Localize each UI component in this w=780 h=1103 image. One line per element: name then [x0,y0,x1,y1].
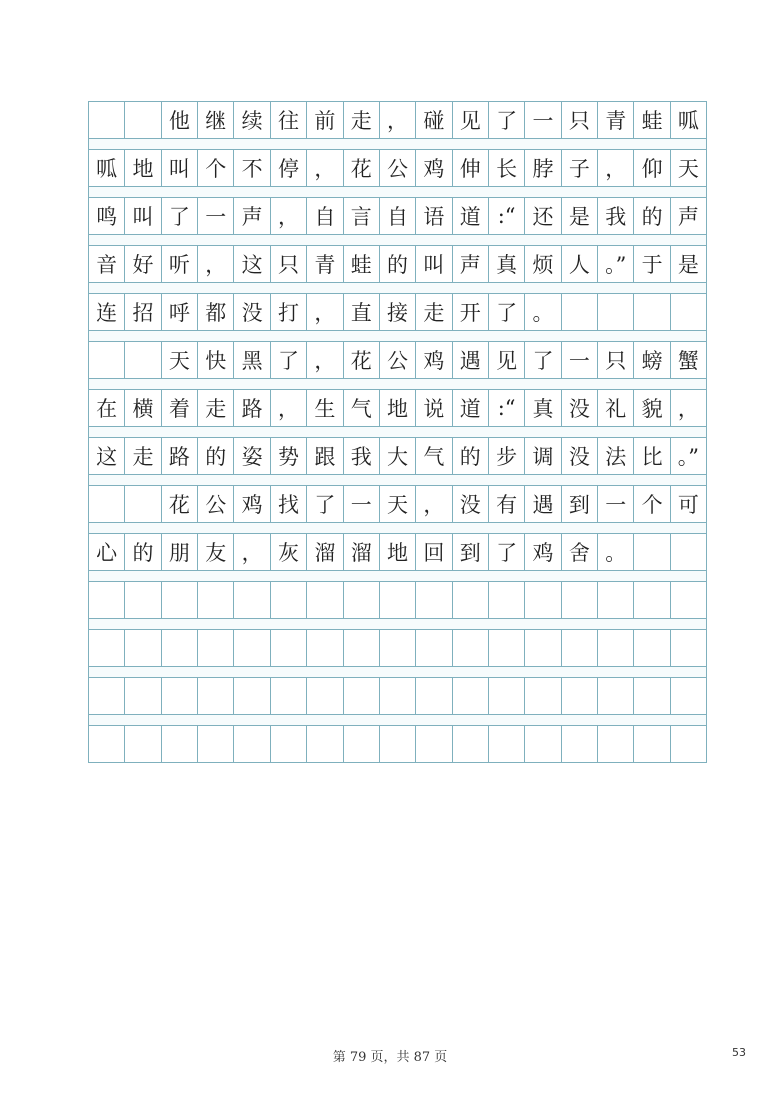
row-spacer [88,331,707,341]
grid-cell: 个 [633,486,669,522]
grid-cell [343,678,379,714]
grid-cell: 叫 [415,246,451,282]
grid-cell: 子 [561,150,597,186]
grid-cell: 不 [233,150,269,186]
grid-cell [161,630,197,666]
grid-cell: 没 [561,390,597,426]
grid-cell: 声 [670,198,706,234]
grid-cell [633,678,669,714]
grid-cell: ， [306,150,342,186]
grid-cell [524,678,560,714]
grid-cell [561,726,597,762]
grid-cell: 脖 [524,150,560,186]
grid-cell [89,342,124,378]
grid-cell [452,678,488,714]
grid-cell: 有 [488,486,524,522]
grid-cell [161,726,197,762]
grid-cell: 一 [197,198,233,234]
grid-cell [270,582,306,618]
grid-cell: 公 [379,150,415,186]
grid-cell: :“ [488,390,524,426]
grid-cell [270,678,306,714]
grid-cell: 他 [161,102,197,138]
grid-cell: 呼 [161,294,197,330]
grid-cell: 生 [306,390,342,426]
grid-cell: ， [379,102,415,138]
grid-row [88,485,707,523]
grid-cell [124,726,160,762]
grid-cell: 天 [161,342,197,378]
grid-cell: 天 [670,150,706,186]
grid-row [88,197,707,235]
grid-cell: 路 [233,390,269,426]
grid-cell [670,294,706,330]
grid-cell: 呱 [670,102,706,138]
grid-cell: 心 [96,541,118,565]
grid-cell: 大 [379,438,415,474]
grid-cell [452,726,488,762]
grid-cell: 碰 [415,102,451,138]
grid-cell: 调 [524,438,560,474]
grid-row [88,101,707,139]
grid-cell [89,726,124,762]
grid-cell: 一 [524,102,560,138]
grid-cell: 没 [561,438,597,474]
grid-cell [561,678,597,714]
grid-cell [233,630,269,666]
grid-cell [452,582,488,618]
grid-cell [306,726,342,762]
grid-cell: 气 [415,438,451,474]
grid-cell: 叫 [161,150,197,186]
grid-cell: ， [306,294,342,330]
grid-cell: 伸 [452,150,488,186]
grid-cell: 遇 [452,342,488,378]
grid-cell: 了 [488,294,524,330]
grid-cell: 灰 [270,534,306,570]
grid-cell [379,582,415,618]
grid-cell: 还 [524,198,560,234]
grid-cell: 打 [270,294,306,330]
grid-cell: ， [197,246,233,282]
grid-cell: 天 [379,486,415,522]
grid-cell [270,630,306,666]
grid-cell [233,582,269,618]
grid-row [88,437,707,475]
grid-cell: 仰 [633,150,669,186]
grid-cell: 音 [96,253,118,277]
grid-cell: 貌 [633,390,669,426]
grid-cell [670,726,706,762]
grid-cell: 花 [343,150,379,186]
grid-cell [670,630,706,666]
row-spacer [88,235,707,245]
grid-cell: 继 [197,102,233,138]
grid-cell [343,582,379,618]
grid-cell [488,678,524,714]
grid-cell: 蛙 [343,246,379,282]
grid-cell [379,726,415,762]
grid-cell [197,678,233,714]
grid-cell: 呱 [96,157,118,181]
grid-cell: 言 [343,198,379,234]
grid-cell: 走 [415,294,451,330]
grid-cell: 花 [161,486,197,522]
grid-cell: 自 [306,198,342,234]
grid-cell: 鸡 [233,486,269,522]
grid-cell: 。” [597,246,633,282]
grid-cell: 黑 [233,342,269,378]
grid-cell [306,582,342,618]
grid-cell: 往 [270,102,306,138]
grid-cell [233,726,269,762]
grid-cell: 遇 [524,486,560,522]
grid-cell: 到 [561,486,597,522]
grid-row [88,293,707,331]
grid-cell: 公 [197,486,233,522]
grid-cell: 是 [561,198,597,234]
grid-cell [597,582,633,618]
grid-row [88,581,707,619]
grid-cell: 语 [415,198,451,234]
grid-cell: 续 [233,102,269,138]
grid-cell: 地 [124,150,160,186]
grid-cell: 了 [306,486,342,522]
grid-cell: 公 [379,342,415,378]
grid-row [88,389,707,427]
row-spacer [88,667,707,677]
row-spacer [88,283,707,293]
grid-cell: 我 [343,438,379,474]
grid-cell [633,582,669,618]
grid-cell: 可 [670,486,706,522]
page-number: 53 [732,1046,746,1059]
grid-cell: 走 [197,390,233,426]
grid-cell: 比 [633,438,669,474]
grid-cell: 鸣 [96,205,118,229]
grid-cell: ， [415,486,451,522]
grid-cell: 声 [452,246,488,282]
grid-cell: 声 [233,198,269,234]
grid-cell [161,678,197,714]
grid-cell [197,582,233,618]
grid-row [88,629,707,667]
grid-cell: 溜 [343,534,379,570]
row-spacer [88,379,707,389]
grid-cell: 只 [597,342,633,378]
grid-cell [379,678,415,714]
grid-cell [633,534,669,570]
grid-cell: 礼 [597,390,633,426]
grid-cell: 烦 [524,246,560,282]
grid-cell: 青 [306,246,342,282]
grid-cell: 真 [524,390,560,426]
grid-cell: 这 [233,246,269,282]
row-spacer [88,571,707,581]
grid-cell [633,726,669,762]
grid-cell [633,294,669,330]
row-spacer [88,187,707,197]
grid-cell: 的 [452,438,488,474]
grid-cell: 的 [197,438,233,474]
grid-cell: 鸡 [524,534,560,570]
grid-cell: 舍 [561,534,597,570]
grid-cell [561,294,597,330]
grid-cell [415,630,451,666]
grid-cell: 是 [670,246,706,282]
grid-cell: 我 [597,198,633,234]
grid-cell [524,726,560,762]
grid-cell: 道 [452,390,488,426]
grid-row [88,149,707,187]
grid-cell [597,630,633,666]
grid-row [88,725,707,763]
grid-cell: 气 [343,390,379,426]
grid-cell [561,630,597,666]
grid-cell [633,630,669,666]
row-spacer [88,427,707,437]
row-spacer [88,475,707,485]
grid-cell: 一 [343,486,379,522]
grid-cell: 回 [415,534,451,570]
grid-cell: 地 [379,390,415,426]
grid-cell: ， [233,534,269,570]
grid-cell [561,582,597,618]
grid-cell [379,630,415,666]
grid-cell: 走 [124,438,160,474]
grid-cell [124,342,160,378]
grid-cell [89,102,124,138]
grid-cell: 跟 [306,438,342,474]
grid-cell: ， [670,390,706,426]
grid-cell: 了 [270,342,306,378]
grid-cell: 没 [452,486,488,522]
grid-cell: 这 [96,445,118,469]
grid-cell [89,582,124,618]
grid-cell [197,726,233,762]
grid-cell: 个 [197,150,233,186]
grid-cell [270,726,306,762]
grid-cell: 地 [379,534,415,570]
grid-cell: 自 [379,198,415,234]
grid-cell: 姿 [233,438,269,474]
grid-cell [597,678,633,714]
grid-cell: 走 [343,102,379,138]
grid-cell [124,630,160,666]
grid-cell [89,678,124,714]
grid-cell: 招 [124,294,160,330]
grid-cell: ， [597,150,633,186]
grid-cell: 没 [233,294,269,330]
grid-cell [343,726,379,762]
grid-cell: 法 [597,438,633,474]
grid-cell: 路 [161,438,197,474]
grid-cell: 接 [379,294,415,330]
grid-cell [197,630,233,666]
grid-cell: 见 [452,102,488,138]
grid-cell [597,726,633,762]
grid-cell: 于 [633,246,669,282]
grid-cell: 真 [488,246,524,282]
grid-cell: 见 [488,342,524,378]
grid-cell [124,102,160,138]
grid-cell [89,630,124,666]
row-spacer [88,715,707,725]
grid-cell: 叫 [124,198,160,234]
grid-cell: ， [270,198,306,234]
grid-cell [415,726,451,762]
grid-cell: 花 [343,342,379,378]
grid-cell [524,630,560,666]
grid-cell [670,582,706,618]
grid-cell [452,630,488,666]
grid-cell: 横 [124,390,160,426]
grid-cell: 开 [452,294,488,330]
grid-cell: 快 [197,342,233,378]
grid-cell: 连 [96,301,118,325]
grid-cell [343,630,379,666]
grid-cell [415,582,451,618]
grid-cell: 着 [161,390,197,426]
grid-cell: 都 [197,294,233,330]
grid-row [88,677,707,715]
row-spacer [88,139,707,149]
grid-cell: 螃 [633,342,669,378]
grid-cell: 的 [124,534,160,570]
grid-cell: 到 [452,534,488,570]
grid-cell [124,678,160,714]
grid-cell [124,582,160,618]
grid-cell: 的 [379,246,415,282]
grid-cell: 停 [270,150,306,186]
grid-cell: 说 [415,390,451,426]
grid-cell: 友 [197,534,233,570]
grid-cell [524,582,560,618]
grid-cell [306,678,342,714]
grid-cell [89,486,124,522]
grid-cell [488,582,524,618]
grid-cell [306,630,342,666]
grid-cell [488,726,524,762]
grid-cell: 听 [161,246,197,282]
grid-cell: 道 [452,198,488,234]
grid-cell: 直 [343,294,379,330]
grid-cell: 蛙 [633,102,669,138]
grid-cell: 找 [270,486,306,522]
grid-cell: 鸡 [415,150,451,186]
grid-cell: 步 [488,438,524,474]
grid-cell [670,534,706,570]
grid-cell: 势 [270,438,306,474]
grid-cell [233,678,269,714]
grid-cell: 前 [306,102,342,138]
row-spacer [88,619,707,629]
grid-cell: 只 [561,102,597,138]
grid-cell: 好 [124,246,160,282]
grid-cell: 一 [597,486,633,522]
grid-cell: 溜 [306,534,342,570]
grid-cell: 。” [670,438,706,474]
grid-cell: 朋 [161,534,197,570]
grid-row [88,533,707,571]
grid-cell: 青 [597,102,633,138]
grid-cell: ， [270,390,306,426]
grid-cell: 人 [561,246,597,282]
grid-cell: 了 [524,342,560,378]
grid-cell [415,678,451,714]
grid-cell [597,294,633,330]
grid-cell: 了 [488,102,524,138]
grid-cell [124,486,160,522]
grid-cell: 了 [488,534,524,570]
row-spacer [88,523,707,533]
grid-cell [670,678,706,714]
grid-cell [161,582,197,618]
grid-cell: 一 [561,342,597,378]
grid-cell: 长 [488,150,524,186]
grid-cell: 。 [524,294,560,330]
grid-cell: :“ [488,198,524,234]
grid-cell: 蟹 [670,342,706,378]
grid-cell [488,630,524,666]
grid-cell: 的 [633,198,669,234]
grid-cell: 了 [161,198,197,234]
grid-cell: 只 [270,246,306,282]
grid-row [88,245,707,283]
grid-cell: 在 [96,397,118,421]
grid-cell: 。 [597,534,633,570]
page-info: 第 79 页，共 87 页 [332,1050,448,1065]
grid-row [88,341,707,379]
grid-cell: ， [306,342,342,378]
grid-cell: 鸡 [415,342,451,378]
